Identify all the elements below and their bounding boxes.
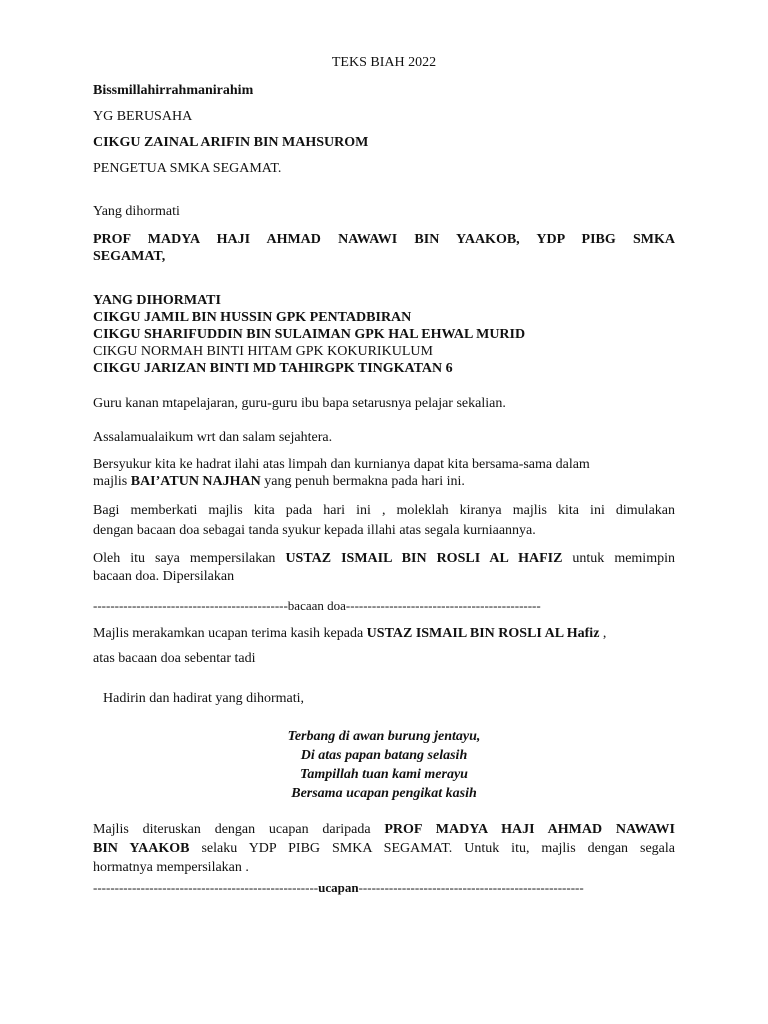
event-name: BAI’ATUN NAJHAN bbox=[130, 474, 261, 489]
salutation-yang-dihormati-caps: YANG DIHORMATI bbox=[93, 293, 221, 308]
salutation-name-2: CIKGU SHARIFUDDIN BIN SULAIMAN GPK HAL EHWAL MURID bbox=[93, 327, 526, 342]
merakamkan-pre: Majlis merakamkan ucapan terima kasih kepada bbox=[93, 626, 367, 641]
prof-name-part2: BIN YAAKOB bbox=[93, 841, 190, 856]
salutation-yg: YG BERUSAHA bbox=[93, 109, 193, 124]
ustaz-name-thanks: USTAZ ISMAIL BIN ROSLI AL Hafiz bbox=[366, 626, 600, 641]
salutation-prof-line2: SEGAMAT, bbox=[93, 249, 166, 264]
mempersilakan-pre: Oleh itu saya mempersilakan bbox=[93, 551, 286, 566]
separator-ucapan-right: ---------------------------------------------------- bbox=[358, 880, 584, 895]
memberkati-line1: Bagi memberkati majlis kita pada hari ini , moleklah kiranya majlis kita ini dimulakan bbox=[93, 503, 675, 518]
salutation-name-1: CIKGU JAMIL BIN HUSSIN GPK PENTADBIRAN bbox=[93, 310, 412, 325]
diteruskan-post: selaku YDP PIBG SMKA SEGAMAT. Untuk itu, majlis dengan segala bbox=[189, 841, 675, 856]
document-title: TEKS BIAH 2022 bbox=[331, 55, 437, 70]
ustaz-name: USTAZ ISMAIL BIN ROSLI AL HAFIZ bbox=[285, 551, 563, 566]
greeting-general: Guru kanan mtapelajaran, guru-guru ibu bapa setarusnya pelajar sekalian. bbox=[93, 396, 506, 411]
separator-ucapan-left: ---------------------------------------------------- bbox=[93, 880, 319, 895]
merakamkan-post: , bbox=[599, 626, 607, 641]
diteruskan-line1 bbox=[93, 821, 675, 838]
separator-bacaan-doa: ---------------------------------------------bacaan doa--------------------------------------------- bbox=[93, 598, 541, 613]
salutation-name-3: CIKGU NORMAH BINTI HITAM GPK KOKURIKULUM bbox=[93, 344, 433, 359]
salutation-yang-dihormati: Yang dihormati bbox=[93, 204, 180, 219]
separator-ucapan-label: ucapan bbox=[318, 880, 359, 895]
salutation-principal-name: CIKGU ZAINAL ARIFIN BIN MAHSUROM bbox=[93, 135, 369, 150]
bersyukur-line1: Bersyukur kita ke hadrat ilahi atas limpah dan kurnianya dapat kita bersama-sama dalam bbox=[93, 457, 590, 472]
bersyukur-pre: majlis bbox=[93, 474, 131, 489]
mempersilakan-post: untuk memimpin bbox=[562, 551, 675, 566]
diteruskan-line2 bbox=[93, 840, 675, 857]
separator-ucapan bbox=[93, 879, 693, 896]
memberkati-line2: dengan bacaan doa sebagai tanda syukur kepada illahi atas segala kurniaannya. bbox=[93, 523, 536, 538]
diteruskan-line3: hormatnya mempersilakan . bbox=[93, 860, 249, 875]
pantun-line-4: Bersama ucapan pengikat kasih bbox=[291, 786, 477, 801]
merakamkan-line2: atas bacaan doa sebentar tadi bbox=[93, 651, 256, 666]
assalam-greeting: Assalamualaikum wrt dan salam sejahtera. bbox=[93, 430, 333, 445]
merakamkan-line1 bbox=[93, 625, 675, 642]
opening-bismillah: Bissmillahirrahmanirahim bbox=[93, 83, 254, 98]
salutation-principal-role: PENGETUA SMKA SEGAMAT. bbox=[93, 161, 282, 176]
salutation-name-4: CIKGU JARIZAN BINTI MD TAHIRGPK TINGKATAN 6 bbox=[93, 361, 453, 376]
pantun-line-2: Di atas papan batang selasih bbox=[300, 748, 468, 763]
pantun-line-1: Terbang di awan burung jentayu, bbox=[287, 729, 481, 744]
salutation-prof-line1: PROF MADYA HAJI AHMAD NAWAWI BIN YAAKOB, YDP PIBG SMKA bbox=[93, 232, 675, 247]
bersyukur-post: yang penuh bermakna pada hari ini. bbox=[260, 474, 465, 489]
mempersilakan-line2: bacaan doa. Dipersilakan bbox=[93, 569, 235, 584]
bersyukur-line2 bbox=[93, 473, 675, 490]
hadirin-greeting: Hadirin dan hadirat yang dihormati, bbox=[103, 691, 304, 706]
diteruskan-pre: Majlis diteruskan dengan ucapan daripada bbox=[93, 822, 385, 837]
prof-name-part1: PROF MADYA HAJI AHMAD NAWAWI bbox=[384, 822, 675, 837]
pantun-line-3: Tampillah tuan kami merayu bbox=[300, 767, 468, 782]
mempersilakan-line1 bbox=[93, 550, 675, 567]
